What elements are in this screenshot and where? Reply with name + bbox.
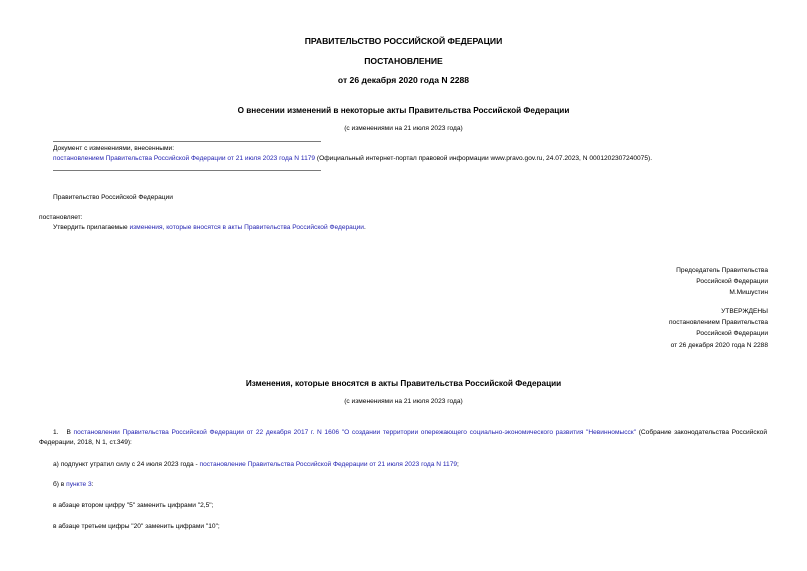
approval-block [568,308,768,350]
signature-position: Председатель Правительства [676,267,768,274]
approved-changes-link[interactable]: изменения, которые вносятся в акты Правительства Российской Федерации [129,224,364,231]
item-1-prefix: В [66,429,74,436]
amendments-source-text: (Официальный интернет-портал правовой информации www.pravo.gov.ru, 24.07.2023, N 0001202307240075). [315,155,653,162]
edition-note: (с изменениями на 21 июля 2023 года) [344,125,463,132]
bottom-divider [53,170,321,171]
signature-block [568,267,768,298]
change-item-1 [39,428,767,447]
government-heading: ПРАВИТЕЛЬСТВО РОССИЙСКОЙ ФЕДЕРАЦИИ [304,36,503,46]
approval-line-1: УТВЕРЖДЕНЫ [721,308,768,315]
sub-item-a-text: а) подпункт утратил силу с 24 июля 2023 года - [53,461,200,468]
sub-item-b-suffix: : [91,481,94,488]
signature-organization: Российской Федерации [696,278,768,286]
amending-decree-link[interactable]: постановлением Правительства Российской Федерации от 21 июля 2023 года N 1179 [53,155,316,162]
item-1-suffix: (Собрание законодательства Российской Федерации, 2018, N 1, ст.349): [39,429,767,446]
approval-line-3: Российской Федерации [696,330,768,338]
clause-3-link[interactable]: пункте 3 [66,481,92,488]
sub-item-b [53,481,94,489]
approve-sentence [53,224,366,232]
document-title: О внесении изменений в некоторые акты Правительства Российской Федерации [237,106,570,115]
change-paragraph-2: в абзаце третьем цифры "20" заменить цифрами "10"; [53,523,220,530]
amended-decree-link[interactable]: постановлении Правительства Российской Федерации от 22 декабря 2017 г. N 1606 "О создании территории опережающего социально-экономического развития "Невинномысск" [73,429,637,436]
preamble-actor: Правительство Российской Федерации [53,194,173,201]
sub-item-a [53,461,459,469]
repealing-decree-link[interactable]: постановление Правительства Российской Федерации от 21 июля 2023 года N 1179 [199,461,458,468]
item-1-number: 1. [53,429,59,436]
amendments-source [53,155,753,163]
sub-item-b-prefix: б) в [53,481,67,488]
changes-title: Изменения, которые вносятся в акты Правительства Российской Федерации [245,379,562,388]
signature-name: М.Мишустин [729,289,768,297]
document-date-number: от 26 декабря 2020 года N 2288 [337,75,470,85]
changes-edition-note: (с изменениями на 21 июля 2023 года) [344,398,463,405]
preamble-decrees: постановляет: [39,214,83,221]
approval-line-2: постановлением Правительства [668,319,768,327]
approval-line-4: от 26 декабря 2020 года N 2288 [670,341,768,349]
document-type: ПОСТАНОВЛЕНИЕ [364,56,443,66]
amendments-intro: Документ с изменениями, внесенными: [53,145,175,152]
sub-item-a-suffix: ; [457,461,459,468]
top-divider [53,141,321,142]
approve-prefix: Утвердить прилагаемые [53,224,130,231]
approve-suffix: . [363,224,366,231]
change-paragraph-1: в абзаце втором цифру "5" заменить цифрами "2,5"; [53,502,214,509]
